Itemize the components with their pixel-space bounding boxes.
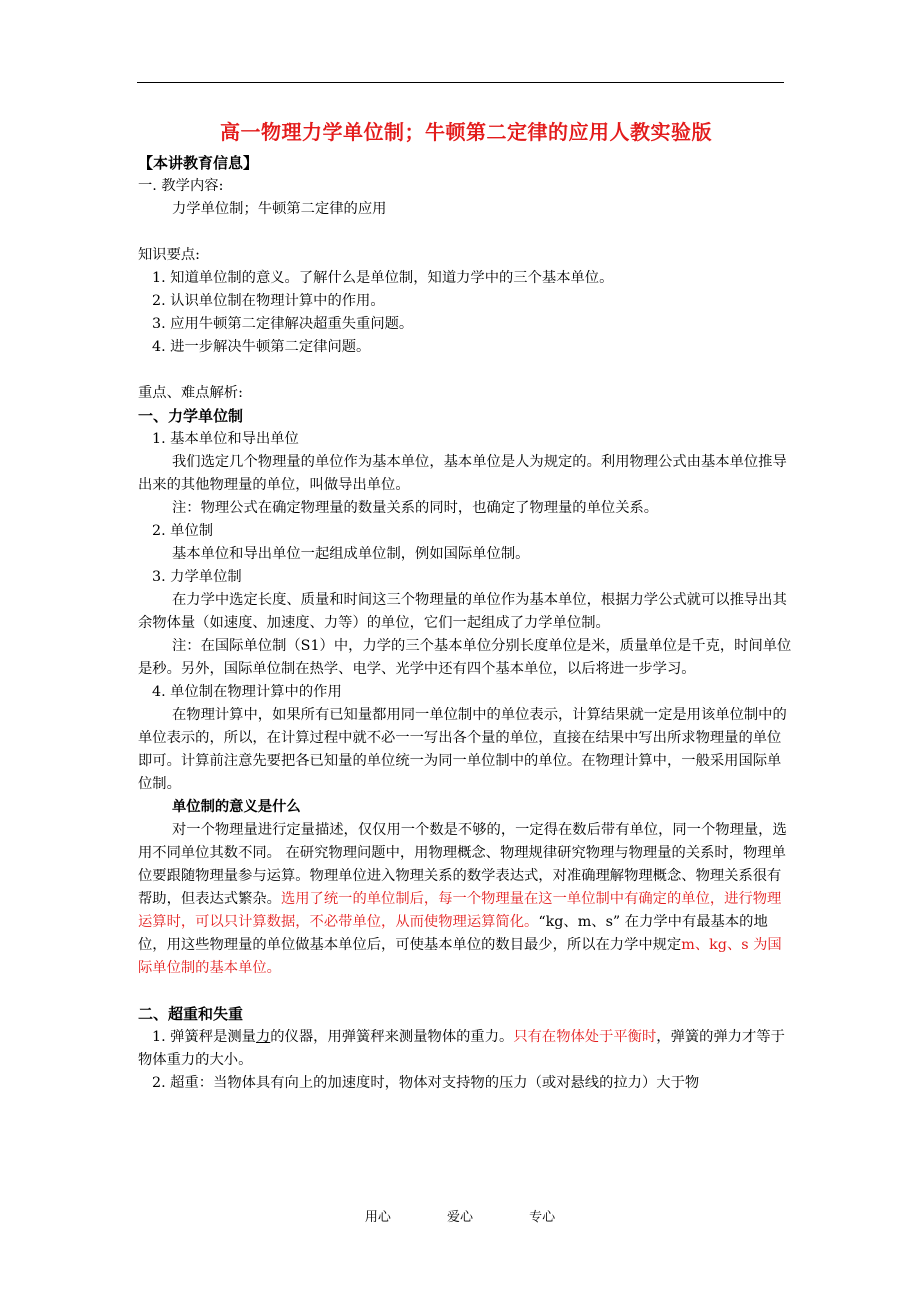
paragraph: 在物理计算中，如果所有已知量都用同一单位制中的单位表示，计算结果就一定是用该单位制中的单位表示的，所以，在计算过程中就不必一一写出各个量的单位，直接在结果中写出所求物理量的单位即可。计算前注意先要把各已知量的单位统一为同一单位制中的单位。在物理计算中，一般采用国际单位制。 xyxy=(138,707,787,792)
header-rule xyxy=(137,82,784,83)
paragraph: 在力学中选定长度、质量和时间这三个物理量的单位作为基本单位，根据力学公式就可以推导出其余物体量（如速度、加速度、力等）的单位，它们一起组成了力学单位制。 xyxy=(138,592,787,631)
knowledge-item: 4. 进一步解决牛顿第二定律问题。 xyxy=(152,339,371,355)
highlighted-text: 选用了统一的单位制后，每一个物理量在这一单位制中有确定的单位，进行物理运算时，可以只计算数据，不必带单位，从而使物理运算简化。 xyxy=(138,891,782,930)
knowledge-item: 1. 知道单位制的意义。了解什么是单位制，知道力学中的三个基本单位。 xyxy=(152,270,614,286)
highlighted-text: 只有在物体处于平衡时 xyxy=(513,1029,657,1045)
knowledge-item: 3. 应用牛顿第二定律解决超重失重问题。 xyxy=(152,316,414,332)
subsection-heading: 2. 单位制 xyxy=(152,523,214,539)
knowledge-label: 知识要点: xyxy=(138,247,201,263)
footer-text: 专心 xyxy=(529,1210,556,1225)
note: 注：在国际单位制（S1）中，力学的三个基本单位分别长度单位是米，质量单位是千克，时间单位是秒。另外，国际单位制在热学、电学、光学中还有四个基本单位，以后将进一步学习。 xyxy=(138,638,792,677)
info-header: 【本讲教育信息】 xyxy=(138,154,259,172)
list-item: 2. 超重：当物体具有向上的加速度时，物体对支持物的压力（或对悬线的拉力）大于物 xyxy=(152,1075,700,1091)
page-title: 高一物理力学单位制；牛顿第二定律的应用人教实验版 xyxy=(220,120,712,144)
footer-text: 用心 xyxy=(364,1210,391,1225)
keypoints-label: 重点、难点解析: xyxy=(138,385,243,401)
document-body xyxy=(138,118,794,1095)
teaching-content: 力学单位制；牛顿第二定律的应用 xyxy=(172,201,387,217)
meaning-text: “kg、m、s” 在力学中有最基本的地位，用这些物理量的单位做基本单位后，可使基本单位的数目最少，所以在力学中规定 xyxy=(138,914,768,953)
note: 注：物理公式在确定物理量的数量关系的同时，也确定了物理量的单位关系。 xyxy=(172,500,659,516)
list-item xyxy=(138,1026,794,1072)
section-heading-units: 一、力学单位制 xyxy=(138,407,244,425)
item-text: ，弹簧的弹力才等于物体重力的大小。 xyxy=(138,1029,785,1068)
subsection-heading: 4. 单位制在物理计算中的作用 xyxy=(152,684,342,700)
page-footer xyxy=(0,1206,920,1225)
subsection-heading: 1. 基本单位和导出单位 xyxy=(152,431,299,447)
paragraph: 我们选定几个物理量的单位作为基本单位，基本单位是人为规定的。利用物理公式由基本单位推导出来的其他物理量的单位，叫做导出单位。 xyxy=(138,454,787,493)
teaching-content-label: 一. 教学内容: xyxy=(138,178,224,194)
knowledge-item: 2. 认识单位制在物理计算中的作用。 xyxy=(152,293,385,309)
underlined-text: 力 xyxy=(255,1029,271,1045)
meaning-paragraph xyxy=(138,819,794,980)
meaning-text: 对一个物理量进行定量描述，仅仅用一个数是不够的，一定得在数后带有单位，同一个物理量，选用不同单位其数不同。 在研究物理问题中，用物理概念、物理规律研究物理与物理量的关系时，物理单位要跟随物理量参与运算。物理单位进入物理关系的数学表达式，对准确理解物理概念、物理关系很有帮助，但表达式繁杂。 xyxy=(138,822,787,907)
item-text: 1. 弹簧秤是测量 xyxy=(152,1029,256,1045)
subsection-heading: 3. 力学单位制 xyxy=(152,569,242,585)
footer-text: 爱心 xyxy=(446,1210,473,1225)
item-text: 的仪器，用弹簧秤来测量物体的重力。 xyxy=(270,1029,514,1045)
highlighted-text: m、kg、s 为国际单位制的基本单位。 xyxy=(138,937,782,976)
paragraph: 基本单位和导出单位一起组成单位制，例如国际单位制。 xyxy=(172,546,530,562)
section-heading-overweight: 二、超重和失重 xyxy=(138,1005,244,1023)
meaning-heading: 单位制的意义是什么 xyxy=(172,799,301,815)
